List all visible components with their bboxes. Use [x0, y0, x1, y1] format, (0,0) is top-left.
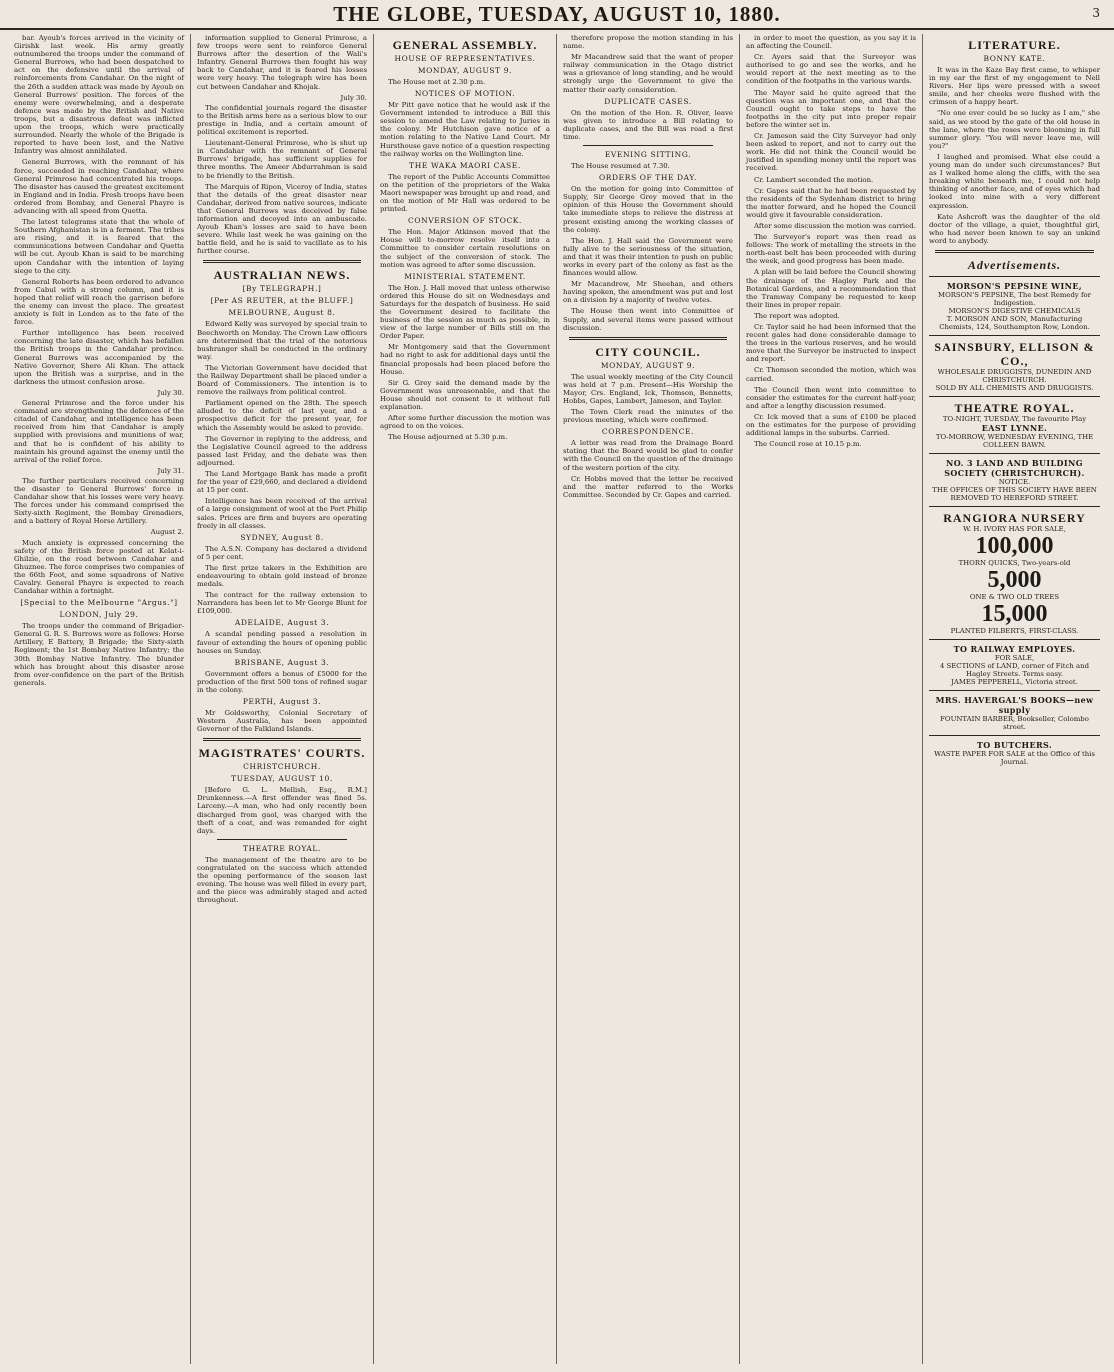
subheading: [Per AS REUTER, at the BLUFF.]	[210, 296, 354, 306]
masthead-title: THE GLOBE, TUESDAY, AUGUST 10, 1880.	[333, 1, 781, 26]
paragraph: A scandal pending passed a resolution in favour of extending the hours of opening public houses on Sunday.	[197, 630, 367, 655]
paragraph: The Surveyor's report was then read as follows: The work of metalling the streets in the north-east belt has been proceeded with during the week, and good progress has been made.	[746, 233, 916, 266]
paragraph: The House resumed at 7.30.	[571, 162, 670, 171]
advert-title: TO BUTCHERS.	[976, 739, 1053, 750]
advert-line: WHOLESALE DRUGGISTS, DUNEDIN AND CHRISTCHURCH.	[937, 367, 1092, 384]
place-heading: BRISBANE, August 3.	[234, 657, 330, 667]
paragraph: General Primrose and the force under his command are strengthening the defences of the citadel of Candahar, and intelligence has been received from him that Candahar is amply supplied with provisions and munitions of war, and that he is confident of his ability to maintain his ground against the enemy until the arrival of the relief force.	[14, 399, 184, 464]
paragraph: "No one ever could be so lucky as I am," she said, as we stood by the gate of the old house in the lane, where the roses were blooming in full summer glory. "You will never leave me, will you?"	[929, 109, 1100, 150]
paragraph: The Marquis of Ripon, Viceroy of India, states that the details of the great disaster near Candahar, derived from native sources, indicate that General Burrows was deceived by false information and decoyed into an ambuscade. Ayoub Khan's losses are said to have been severe. While last week he was gaining on the battle field, and he is said to vacillate as to his further course.	[197, 182, 367, 256]
paragraph: Mr Goldsworthy, Colonial Secretary of Western Australia, has been appointed Governor of the Falkland Islands.	[197, 709, 367, 734]
dateline: August 2.	[150, 528, 184, 537]
paragraph: The Governor in replying to the address, and the Legislative Council agreed to the address passed last Friday, and the debate was then adjourned.	[197, 434, 367, 467]
subheading: [By TELEGRAPH.]	[242, 284, 322, 294]
paragraph: Cr. Thomson seconded the motion, which was carried.	[746, 366, 916, 383]
column-4	[557, 34, 740, 1364]
subheading: ORDERS OF THE DAY.	[599, 173, 697, 183]
paragraph: Mr Macandrew said that the want of proper railway communication in the Otago district was a grievance of long standing, and he would strongly urge the Government to give the matter their early consideration.	[563, 53, 733, 94]
paragraph: The House adjourned at 5.30 p.m.	[388, 433, 508, 442]
paragraph: The A.S.N. Company has declared a dividend of 5 per cent.	[197, 544, 367, 561]
paragraph: Mr Macandrew, Mr Sheehan, and others having spoken, the amendment was put and lost on a division by a majority of twelve votes.	[563, 280, 733, 305]
paragraph: On the motion for going into Committee of Supply, Sir George Grey moved that in the opinion of this House the Government should take immediate steps to relieve the distress at present existing among the working classes of the colony.	[563, 185, 733, 234]
section-heading-advertisements: Advertisements.	[967, 257, 1062, 272]
paragraph: Mr Montgomery said that the Government had no right to ask for additional days until the financial proposals had been placed before the House.	[380, 343, 550, 376]
paragraph: I laughed and promised. What else could a young man do under such circumstances? But as I walked home along the cliffs, with the sea breaking white beneath me, I could not help thinking of another face, and of eyes which had looked into mine with a very different expression.	[929, 152, 1100, 210]
paragraph: The Council rose at 10.15 p.m.	[754, 440, 862, 449]
paragraph: Parliament opened on the 28th. The speech alluded to the deficit of last year, and a prospective deficit for the present year, for which the Assembly would be asked to provide.	[197, 399, 367, 432]
paragraph: The Mayor said he quite agreed that the question was an important one, and that the Council ought to take steps to have the footpaths in the city put into proper repair before the winter set in.	[746, 88, 916, 129]
paragraph: The usual weekly meeting of the City Council was held at 7 p.m. Present—His Worship the Mayor, Crs. England, Ick, Thomson, Bennetts, Hobbs, Gapes, Lambert, Jameson, and Taylor.	[563, 372, 733, 405]
paragraph: After some discussion the motion was carried.	[754, 221, 916, 230]
advert-line: TO-NIGHT, TUESDAY, The favourite Play	[942, 414, 1087, 423]
advert-title: RANGIORA NURSERY	[943, 510, 1086, 525]
paragraph: The further particulars received concerning the disaster to General Burrows' force in Candahar show that his losses were very heavy. The forces under his command comprised the Sixty-sixth Regiment, the Bombay Grenadiers, and a battery of Royal Horse Artillery.	[14, 476, 184, 526]
paragraph: therefore propose the motion standing in his name.	[563, 34, 733, 51]
dateline: MONDAY, AUGUST 9.	[600, 360, 696, 370]
paragraph: A plan will be laid before the Council showing the drainage of the Hagley Park and the Botanical Gardens, and a recommendation that the Tramway Company be requested to keep their lines in proper repair.	[746, 268, 916, 309]
paragraph: After some further discussion the motion was agreed to on the voices.	[380, 414, 550, 431]
paragraph: It was in the Kaze Bay first came, to whisper in my ear the first of my engagement to Nell Rivers. Her lips were pressed with a sweet smile, and her cheeks were flushed with the crimson of a happy heart.	[929, 66, 1100, 107]
dateline: July 30.	[157, 388, 184, 397]
advert-title: SAINSBURY, ELLISON & CO.,	[934, 339, 1095, 368]
paragraph: General Burrows, with the remnant of his force, succeeded in reaching Candahar, where General Primrose had concentrated his troops. The disaster has caused the greatest excitement in England and in India. Fresh troops have been ordered from Bombay, and General Phayre is advancing with all speed from Quetta.	[14, 158, 184, 215]
paragraph: Kate Ashcroft was the daughter of the old doctor of the village, a quiet, thoughtful girl, who had never been known to say an unkind word to anybody.	[929, 212, 1100, 245]
paragraph: The report of the Public Accounts Committee on the petition of the proprietors of the Waka Maori newspaper was brought up and read, and on the motion of Mr Hall was ordered to be printed.	[380, 172, 550, 214]
advert-line: FOUNTAIN BARBER, Bookseller, Colombo street.	[940, 714, 1089, 731]
subheading: NOTICES OF MOTION.	[414, 89, 516, 99]
place-heading: PERTH, August 3.	[242, 697, 322, 706]
paragraph: The contract for the railway extension to Narrandera has been let to Mr George Blunt for £109,000.	[197, 591, 367, 616]
advert-line: FOR SALE,	[994, 653, 1035, 662]
paragraph: The confidential journals regard the disaster to the British arms here as a serious blow to our prestige in India, and a certain amount of political excitement is reported.	[197, 103, 367, 137]
advert-number: 5,000	[987, 566, 1042, 593]
column-3	[374, 34, 557, 1364]
advert-title: MORSON'S PEPSINE WINE,	[946, 280, 1083, 291]
place-heading: SYDNEY, August 8.	[240, 532, 324, 542]
paragraph: Cr. Gapes said that he had been requested by the residents of the Sydenham district to bring the matter forward, and he hoped the Council would give it favourable consideration.	[746, 186, 916, 219]
dateline: July 31.	[157, 466, 184, 475]
paragraph: Cr. Jameson said the City Surveyor had only been asked to report, and not to carry out the work. He did not think the Council would be justified in spending money until the report was received.	[746, 132, 916, 173]
section-divider	[203, 738, 361, 741]
advert-railway-employes	[929, 639, 1100, 686]
paragraph: Government offers a bonus of £5000 for the production of the first 500 tons of refined sugar in the colony.	[197, 669, 367, 694]
advert-rangiora-nursery	[929, 506, 1100, 635]
column-1	[8, 34, 191, 1364]
paragraph: On the motion of the Hon. R. Oliver, leave was given to introduce a Bill relating to duplicate cases, and the Bill was read a first time.	[563, 108, 733, 141]
paragraph: The troops under the command of Brigadier-General G. R. S. Burrows were as follows: Horse Artillery, E Battery, B Brigade; the Sixty-sixth Regiment; the 1st Bombay Native Infantry; the 30th Bombay Native Infantry. The blunder which has brought about this disaster arose from over-confidence on the part of the British generals.	[14, 622, 184, 687]
paragraph: The Hon. J. Hall moved that unless otherwise ordered this House do sit on Wednesdays and Saturdays for the despatch of business. He said the Government desired to facilitate the business of the session as much as possible, in view of the large number of Bills still on the Order Paper.	[380, 283, 550, 341]
advert-morson	[929, 276, 1100, 331]
section-heading-literature: LITERATURE.	[968, 38, 1061, 52]
advert-line: 4 SECTIONS of LAND, corner of Fitch and Hagley Streets. Terms easy.	[939, 661, 1090, 678]
paragraph: The Town Clerk read the minutes of the previous meeting, which were confirmed.	[563, 408, 733, 425]
divider	[217, 839, 347, 840]
advert-line: TO-MORROW, WEDNESDAY EVENING, THE COLLEEN BAWN.	[935, 432, 1094, 449]
advert-title: NO. 3 LAND AND BUILDING SOCIETY (CHRISTCHURCH).	[944, 457, 1085, 478]
masthead	[0, 0, 1114, 30]
advert-line: WASTE PAPER FOR SALE at the Office of this Journal.	[934, 749, 1095, 766]
paragraph: Edward Kelly was surveyed by special train to Beechworth on Monday. The Crown Law officers are determined that the trial of the notorious bushranger shall be conducted in the ordinary way.	[197, 320, 367, 361]
section-heading-general-assembly: GENERAL ASSEMBLY.	[392, 38, 538, 52]
advert-line: PLANTED FILBERTS, FIRST-CLASS.	[950, 626, 1079, 635]
subheading-evening-sitting: EVENING SITTING.	[604, 150, 692, 160]
paragraph: Much anxiety is expressed concerning the safety of the British force posted at Kelat-i-Ghilzie, on the road between Candahar and Ghuznee. The force comprises two companies of the 66th Foot, and some squadrons of Native Cavalry. General Phayre is expected to reach Candahar within a fortnight.	[14, 538, 184, 596]
paragraph: Cr. Lambert seconded the motion.	[754, 175, 874, 184]
section-divider	[569, 337, 727, 340]
paragraph: information supplied to General Primrose, a few troops were sent to reinforce General Burrows after the desertion of the Wali's Infantry. General Burrows then fought his way back to Candahar, and it is feared his losses were very heavy. The telegraph wire has been cut between Candahar and Khojak.	[197, 34, 367, 91]
dateline: MONDAY, AUGUST 9.	[417, 66, 513, 75]
subheading: MINISTERIAL STATEMENT.	[404, 271, 526, 281]
advert-line: W. H. IVORY HAS FOR SALE,	[963, 524, 1066, 533]
advert-line: THORN QUICKS, Two-years-old	[958, 558, 1071, 567]
paragraph: The first prize takers in the Exhibition are endeavouring to obtain gold instead of bronze medals.	[197, 563, 367, 589]
paragraph: Cr. Ayers said that the Surveyor was authorised to go and see the works, and he would report at the next meeting as to the condition of the footpaths in the various wards.	[746, 53, 916, 86]
place-heading: ADELAIDE, August 3.	[234, 618, 330, 628]
advert-line: MORSON'S PEPSINE, The best Remedy for Indigestion.	[938, 290, 1091, 307]
advert-line: EAST LYNNE.	[981, 422, 1048, 433]
advert-line: SOLD BY ALL CHEMISTS AND DRUGGISTS.	[935, 383, 1094, 392]
paragraph: [Before G. L. Mellish, Esq., R.M.] Drunkenness.—A first offender was fined 5s. Larceny.—A man, who had only recently been discharged from gaol, was charged with the theft of a coat, and was remanded for eight days.	[197, 786, 367, 835]
advert-number: 100,000	[975, 532, 1054, 559]
paragraph: The House met at 2.30 p.m.	[388, 78, 486, 86]
paragraph: Further intelligence has been received concerning the late disaster, which has befallen the British troops in the Candahar province. General Burrows was accompanied by the Native Governor, Shere Ali Khan. The attack upon the British was a surprise, and in the darkness the utmost confusion arose.	[14, 329, 184, 386]
advert-line: NOTICE.	[998, 477, 1031, 486]
paragraph: in order to meet the question, as you say it is an affecting the Council.	[746, 34, 916, 51]
advert-havergal-books	[929, 690, 1100, 731]
advert-butchers	[929, 735, 1100, 766]
paragraph: General Roberts has been ordered to advance from Cabul with a strong column, and it is hoped that relief will reach the garrison before the enemy can invest the place. The greatest anxiety is felt in London as to the fate of the force.	[14, 277, 184, 327]
subheading: CORRESPONDENCE.	[601, 427, 695, 437]
paragraph: The House then went into Committee of Supply, and several items were passed without discussion.	[563, 307, 733, 332]
paragraph: Cr. Hobbs moved that the letter be received and the matter referred to the Works Committee. Seconded by Cr. Gapes and carried.	[563, 474, 733, 499]
column-5	[740, 34, 923, 1364]
advert-line: ONE & TWO OLD TREES	[969, 592, 1060, 601]
paragraph: Lieutenant-General Primrose, who is shut up in Candahar with the remnant of General Burrows' brigade, has sufficient supplies for three months. The Ameer Abdurrahman is said to be friendly to the British.	[197, 139, 367, 180]
story-title: BONNY KATE.	[983, 54, 1046, 63]
paragraph: The Land Mortgage Bank has made a profit for the year of £29,660, and declared a dividend at 15 per cent.	[197, 470, 367, 495]
columns	[8, 34, 1106, 1364]
paragraph: The latest telegrams state that the whole of Southern Afghanistan is in a ferment. The tribes are rising, and it is feared that the communications between Candahar and Quetta will be cut. Ayoub Khan is said to be marching upon Candahar with the intention of laying siege to the city.	[14, 218, 184, 275]
paragraph: Cr. Taylor said he had been informed that the recent gales had done considerable damage to the trees in the various reserves, and he would move that the Surveyor be instructed to inspect and report.	[746, 323, 916, 364]
subheading: CONVERSION OF STOCK.	[408, 216, 522, 226]
advert-title: THEATRE ROYAL.	[954, 400, 1075, 415]
advert-sainsbury	[929, 335, 1100, 392]
page-number: 3	[1092, 6, 1100, 20]
column-6	[923, 34, 1106, 1364]
dateline-london: LONDON, July 29.	[59, 610, 139, 620]
section-heading-magistrates-courts: MAGISTRATES' COURTS.	[198, 746, 366, 761]
paragraph: The report was adopted.	[754, 311, 840, 320]
section-divider	[935, 250, 1094, 253]
column-2	[191, 34, 374, 1364]
advert-number: 15,000	[981, 600, 1048, 627]
advert-line: T. MORSON AND SON, Manufacturing Chemists, 124, Southampton Row, London.	[939, 314, 1090, 331]
special-note: [Special to the Melbourne "Argus."]	[20, 598, 178, 608]
subheading: THE WAKA MAORI CASE.	[409, 160, 521, 170]
advert-line: THE OFFICES OF THIS SOCIETY HAVE BEEN REMOVED TO HEREFORD STREET.	[932, 485, 1097, 502]
paragraph: The management of the theatre are to be congratulated on the success which attended the opening performance of the season last evening. The house was well filled in every part, and the piece was admirably staged and acted throughout.	[197, 855, 367, 905]
paragraph: bar. Ayoub's forces arrived in the vicinity of Girishk last week. His army greatly outnumbered the troops under the command of General Burrows, who had been despatched to act on the defensive until the arrival of reinforcements from Candahar. On the night of the 26th a sudden attack was made by Ayoub on General Burrows' position. The forces of the enemy were overwhelming, and a desperate defence was made by the British and Native troops, but a disastrous defeat was inflicted upon the troops, which were practically surrounded. Nearly the whole of the Brigade is reported to have been lost, and the Native Infantry was almost annihilated.	[14, 34, 184, 156]
divider	[583, 145, 713, 146]
section-divider	[203, 260, 361, 263]
paragraph: The Hon. J. Hall said the Government were fully alive to the seriousness of the situation, and that it was their intention to push on public works in every part of the colony as fast as the finances would allow.	[563, 236, 733, 278]
paragraph: Mr Pitt gave notice that he would ask if the Government intended to introduce a Bill this session to amend the Law relating to Juries in the colony. Mr Hutchison gave notice of a motion relating to the Native Land Court. Mr Hursthouse gave notice of a question respecting the railway works on the Wellington line.	[380, 101, 550, 158]
section-heading-theatre-royal: THEATRE ROYAL.	[243, 843, 321, 853]
section-heading-australian-news: AUSTRALIAN NEWS.	[213, 268, 351, 283]
advert-theatre	[929, 396, 1100, 449]
paragraph: The Victorian Government have decided that the Railway Department shall be placed under a Board of Commissioners. The intention is to remove the railways from political control.	[197, 363, 367, 397]
paragraph: The Council then went into committee to consider the estimates for the current half-year, and after a lengthy discussion resumed.	[746, 385, 916, 410]
subheading: HOUSE OF REPRESENTATIVES.	[394, 54, 536, 63]
paragraph: The Hon. Major Atkinson moved that the House will to-morrow resolve itself into a Committee to consider certain resolutions on the subject of the conversion of stock. The motion was agreed to after some discussion.	[380, 228, 550, 269]
advert-title: TO RAILWAY EMPLOYES.	[953, 643, 1076, 654]
advert-line: MORSON'S DIGESTIVE CHEMICALS	[948, 306, 1081, 315]
advert-building-society	[929, 453, 1100, 502]
place-heading: MELBOURNE, August 8.	[228, 308, 336, 318]
place-heading: CHRISTCHURCH.	[243, 762, 321, 772]
paragraph: Intelligence has been received of the arrival of a large consignment of wool at the Port Philip sales. Prices are firm and buyers are operating freely in all classes.	[197, 497, 367, 530]
section-heading-city-council: CITY COUNCIL.	[595, 344, 701, 359]
paragraph: Sir G. Grey said the demand made by the Government was unreasonable, and that the House should not consent to it without full explanation.	[380, 378, 550, 411]
paragraph: A letter was read from the Drainage Board stating that the Board would be glad to confer with the Council on the question of the drainage of the western portion of the city.	[563, 439, 733, 472]
subheading: DUPLICATE CASES.	[604, 96, 692, 106]
dateline: July 30.	[340, 93, 367, 102]
advert-title: MRS. HAVERGAL'S BOOKS—new supply	[935, 694, 1094, 715]
dateline: TUESDAY, AUGUST 10.	[231, 774, 333, 784]
paragraph: Cr. Ick moved that a sum of £100 be placed on the estimates for the purpose of providing additional lamps in the suburbs. Carried.	[746, 412, 916, 438]
advert-line: JAMES PEPPERELL, Victoria street.	[951, 677, 1078, 686]
